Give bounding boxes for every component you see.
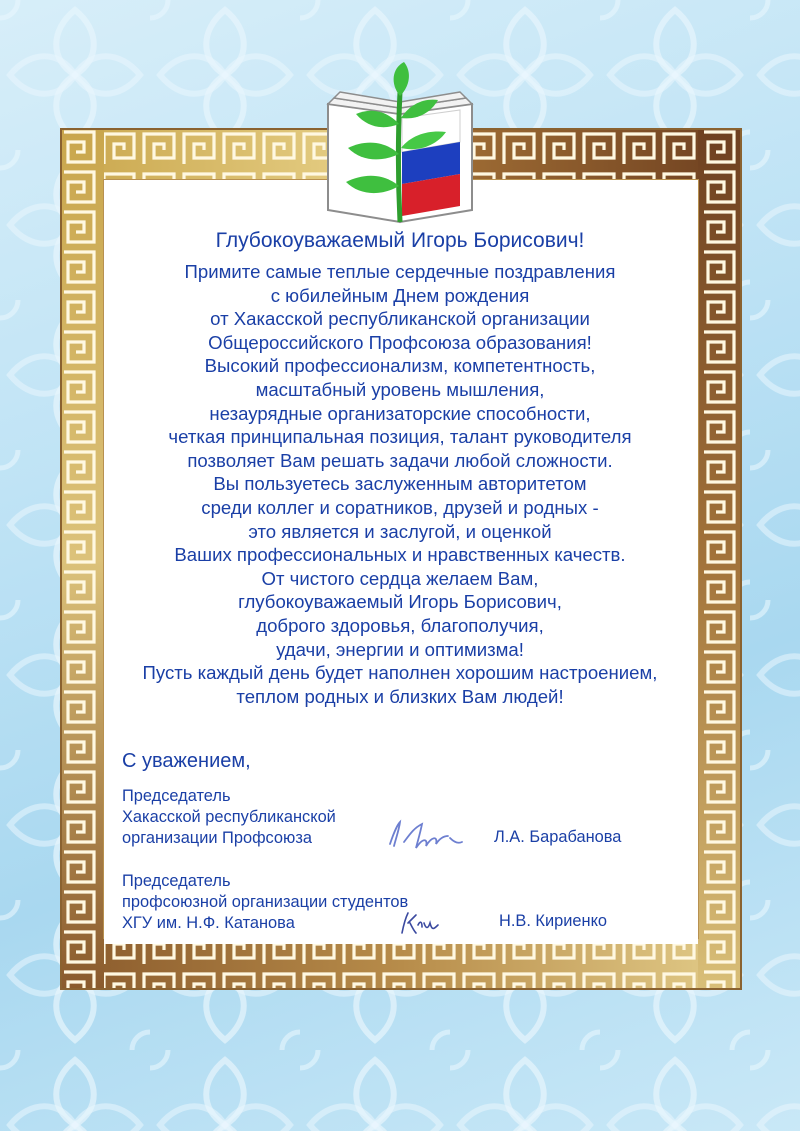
body-line: от Хакасской республиканской организации: [210, 308, 590, 330]
body-line: глубокоуважаемый Игорь Борисович,: [238, 591, 562, 613]
greeting-heading: Глубокоуважаемый Игорь Борисович!: [215, 229, 585, 252]
body-line: Пусть каждый день будет наполнен хорошим настроением,: [142, 662, 658, 684]
body-line: четкая принципальная позиция, талант руководителя: [168, 426, 632, 448]
body-line: среди коллег и соратников, друзей и родных -: [201, 496, 599, 518]
body-line: незаурядные организаторские способности,: [209, 402, 591, 424]
body-line: Ваших профессиональных и нравственных качеств.: [174, 544, 626, 566]
body-line: это является и заслугой, и оценкой: [248, 520, 552, 542]
signatory-title-line: Хакасской республиканской: [122, 808, 336, 826]
letter-body: [84, 260, 716, 708]
union-emblem-icon: [320, 62, 480, 228]
body-line: с юбилейным Днем рождения: [270, 284, 530, 306]
body-line: позволяет Вам решать задачи любой сложности.: [187, 449, 613, 471]
handwritten-signature-1: [384, 814, 466, 856]
body-line: теплом родных и близких Вам людей!: [236, 685, 564, 707]
body-line: Примите самые теплые сердечные поздравления: [184, 261, 616, 282]
signatory-title-line: Председатель: [122, 872, 231, 890]
body-line: Общероссийского Профсоюза образования!: [208, 331, 592, 353]
body-line: удачи, энергии и оптимизма!: [276, 638, 524, 660]
signatory-name-2: Н.В. Кириенко: [499, 912, 608, 930]
signatory-title-line: организации Профсоюза: [122, 829, 312, 847]
body-line: масштабный уровень мышления,: [255, 378, 545, 400]
signatory-title-line: Председатель: [122, 787, 231, 805]
signatory-title-line: профсоюзной организации студентов: [122, 893, 409, 911]
handwritten-signature-2: [398, 907, 442, 937]
body-line: доброго здоровья, благополучия,: [256, 614, 544, 636]
signatory-title-2: [122, 871, 408, 934]
signatory-title-1: [122, 786, 336, 849]
signatory-title-line: ХГУ им. Н.Ф. Катанова: [122, 914, 295, 932]
closing-phrase: С уважением,: [122, 750, 251, 772]
signatory-name-1: Л.А. Барабанова: [494, 828, 622, 846]
body-line: Высокий профессионализм, компетентность,: [204, 355, 596, 377]
body-line: От чистого сердца желаем Вам,: [261, 567, 539, 589]
body-line: Вы пользуетесь заслуженным авторитетом: [213, 473, 587, 495]
